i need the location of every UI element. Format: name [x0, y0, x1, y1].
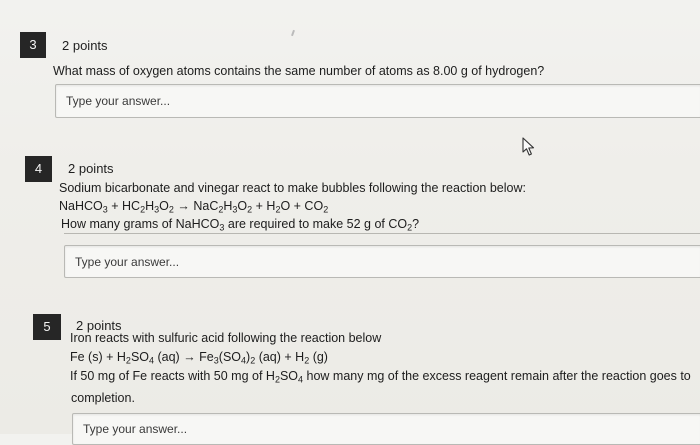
answer-underline	[64, 233, 700, 234]
question-points: 2 points	[68, 161, 114, 176]
question-number-badge: 4	[25, 156, 52, 182]
question-text-line: Iron reacts with sulfuric acid following the reaction below	[70, 331, 382, 345]
answer-input[interactable]	[75, 246, 691, 277]
question-number-badge: 3	[20, 32, 46, 58]
question-text-line: How many grams of NaHCO$_3$ are required to make 52 g of $CO_2$?	[61, 217, 420, 233]
question-text-line: If 50 mg of Fe reacts with 50 mg of $H_2SO_4$ how many mg of the excess reagent remain after the reaction goes to	[70, 369, 691, 383]
question-points: 2 points	[76, 318, 122, 333]
screen-speck	[291, 30, 295, 36]
answer-input[interactable]	[66, 85, 691, 117]
answer-field-q4[interactable]	[64, 245, 700, 278]
question-number-badge: 5	[33, 314, 61, 340]
mouse-pointer-icon	[520, 137, 538, 157]
question-text: What mass of oxygen atoms contains the same number of atoms as 8.00 g of hydrogen?	[53, 64, 545, 78]
chemical-equation: Fe $(s) + H_2SO_4$ $(aq) \to Fe_3(SO_4)_2$ $(aq) + H_2$ (g)	[70, 350, 328, 366]
question-text-line: completion.	[71, 391, 135, 405]
answer-field-q3[interactable]	[55, 84, 700, 118]
answer-input[interactable]	[83, 414, 691, 444]
chemical-equation: NaHCO$_3$ + $HC_2H_3O_2 \to NaC_2H_3O_2 + H_2O + CO_2$	[59, 199, 329, 215]
question-points: 2 points	[62, 38, 108, 53]
question-text-line: Sodium bicarbonate and vinegar react to make bubbles following the reaction below:	[59, 181, 526, 195]
answer-field-q5[interactable]	[72, 413, 700, 445]
